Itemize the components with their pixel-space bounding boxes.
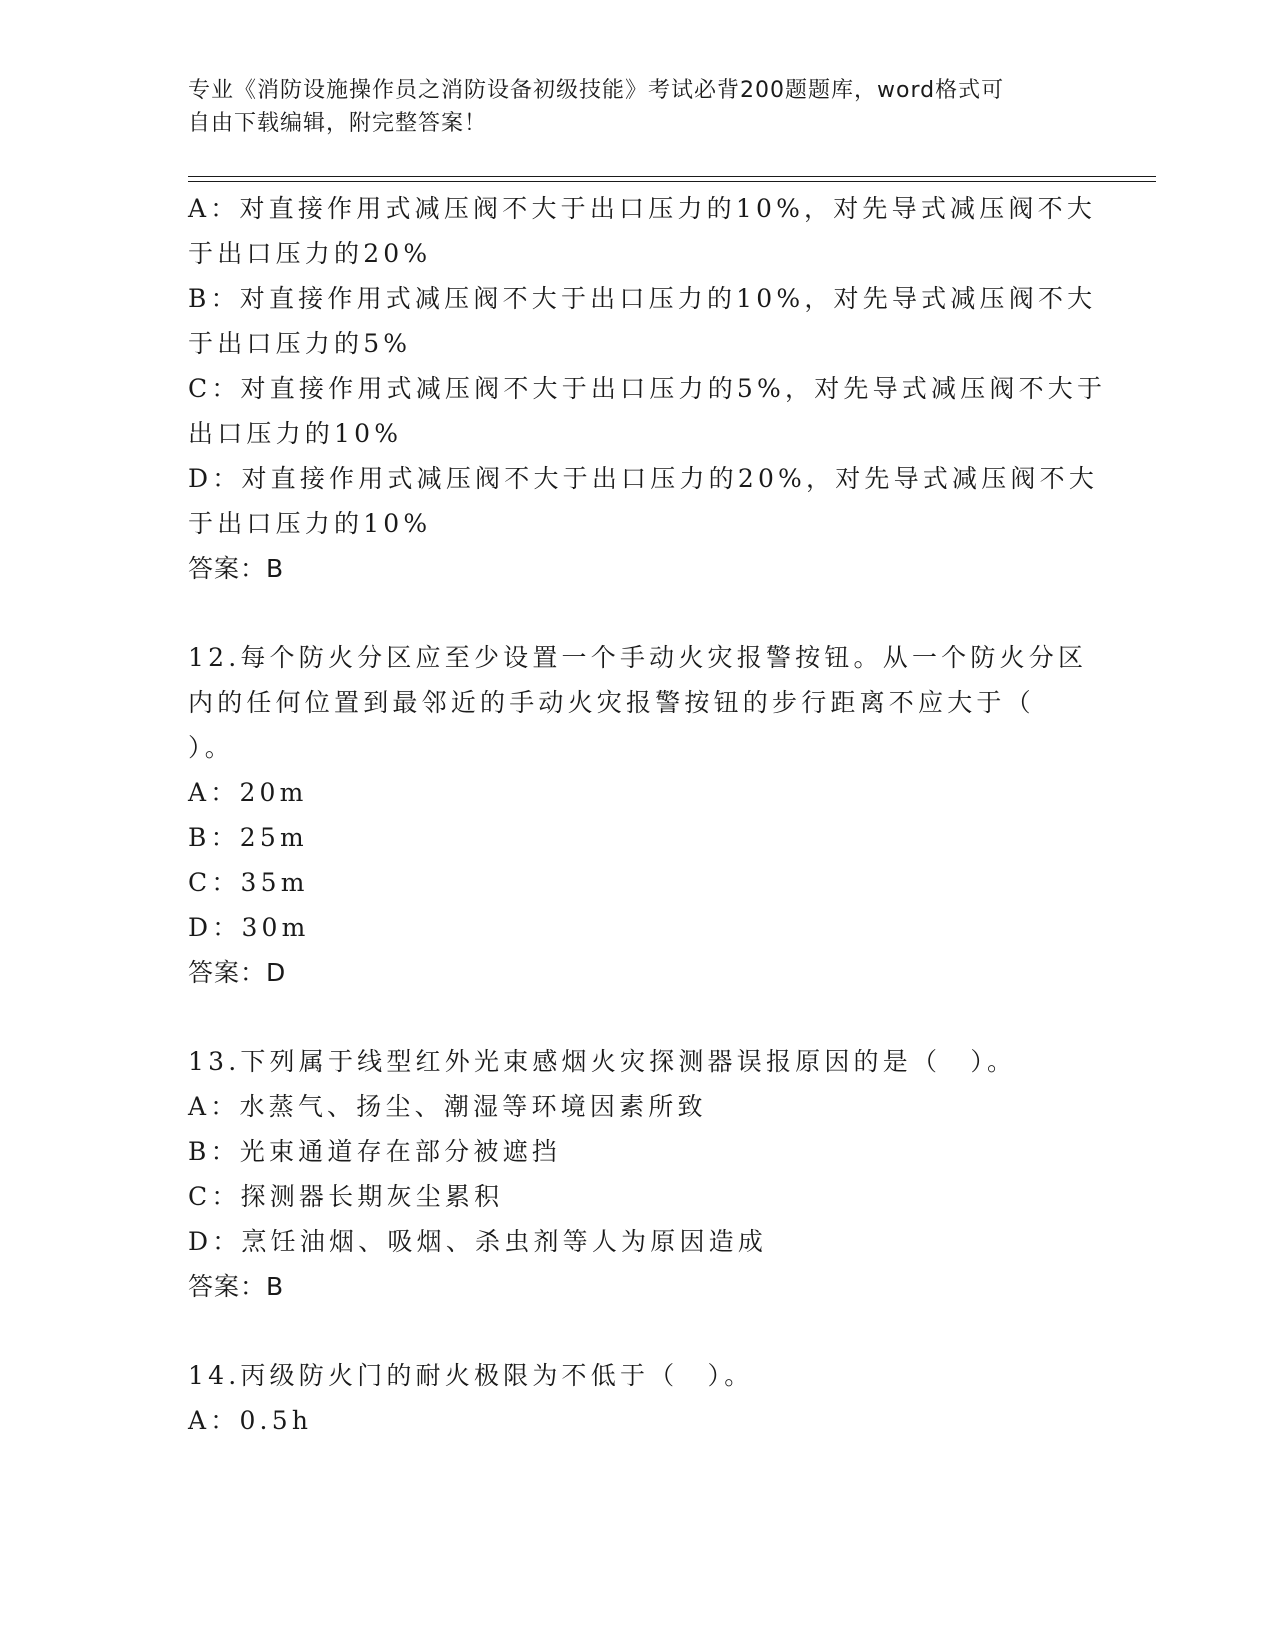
header-line-1: 专业《消防设施操作员之消防设备初级技能》考试必背200题题库，word格式可 [188, 78, 1005, 103]
header-divider-bottom [188, 181, 1156, 182]
q14-option-a: A：0.5h [188, 1406, 313, 1435]
q11-option-a-line-1: A：对直接作用式减压阀不大于出口压力的10%，对先导式减压阀不大 [188, 194, 1097, 223]
q13-answer: 答案：B [188, 1272, 285, 1301]
q11-option-c-line-1: C：对直接作用式减压阀不大于出口压力的5%，对先导式减压阀不大于 [188, 374, 1107, 403]
q12-stem-line-2: 内的任何位置到最邻近的手动火灾报警按钮的步行距离不应大于（ [188, 688, 1035, 717]
q12-answer: 答案：D [188, 958, 287, 987]
q11-option-b-line-2: 于出口压力的5% [188, 329, 412, 358]
q11-answer: 答案：B [188, 554, 285, 583]
document-header [188, 74, 1068, 140]
q12-option-c: C：35m [188, 868, 309, 897]
q11-option-d-line-2: 于出口压力的10% [188, 509, 432, 538]
q12-stem-line-3: ）。 [188, 733, 234, 762]
q12-option-a: A：20m [188, 778, 308, 807]
q13-option-c: C：探测器长期灰尘累积 [188, 1182, 504, 1211]
header-line-2: 自由下载编辑，附完整答案！ [188, 111, 488, 136]
q11-option-c-line-2: 出口压力的10% [188, 419, 403, 448]
q14-stem: 14.丙级防火门的耐火极限为不低于（ ）。 [188, 1361, 754, 1390]
q13-option-d: D：烹饪油烟、吸烟、杀虫剂等人为原因造成 [188, 1227, 768, 1256]
q12-stem-line-1: 12.每个防火分区应至少设置一个手动火灾报警按钮。从一个防火分区 [188, 643, 1088, 672]
q12-option-b: B：25m [188, 823, 308, 852]
q11-option-b-line-1: B：对直接作用式减压阀不大于出口压力的10%，对先导式减压阀不大 [188, 284, 1097, 313]
q13-stem: 13.下列属于线型红外光束感烟火灾探测器误报原因的是（ ）。 [188, 1047, 1017, 1076]
q12-option-d: D：30m [188, 913, 310, 942]
q11-option-a-line-2: 于出口压力的20% [188, 239, 432, 268]
q13-option-a: A：水蒸气、扬尘、潮湿等环境因素所致 [188, 1092, 707, 1121]
q11-option-d-line-1: D：对直接作用式减压阀不大于出口压力的20%，对先导式减压阀不大 [188, 464, 1099, 493]
header-divider-top [188, 176, 1156, 177]
q13-option-b: B：光束通道存在部分被遮挡 [188, 1137, 561, 1166]
